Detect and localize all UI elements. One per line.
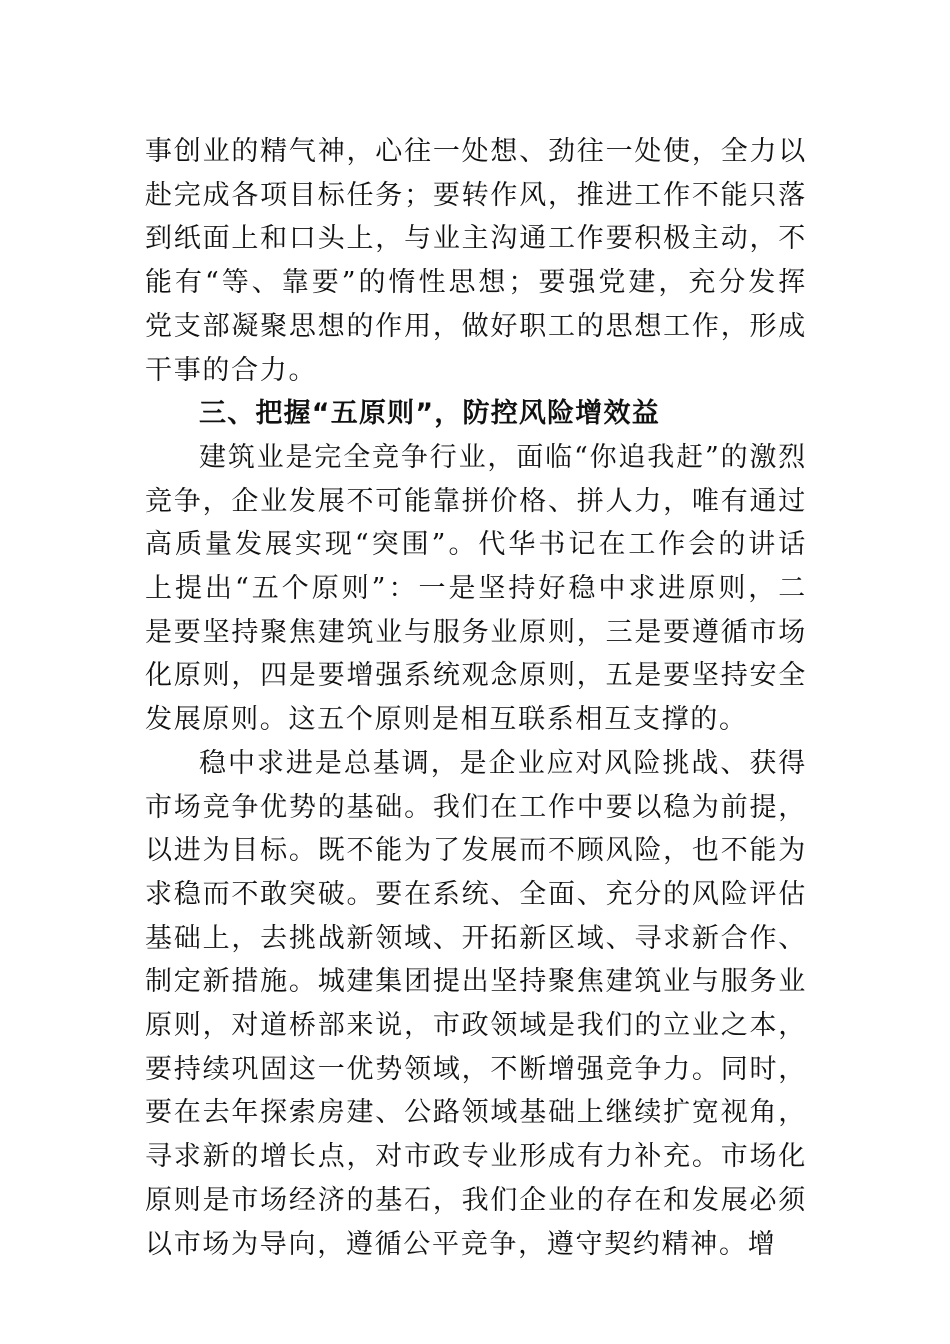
paragraph-continuation: 事创业的精气神，心往一处想、劲往一处使，全力以赴完成各项目标任务；要转作风，推进工作不能只落到纸面上和口头上，与业主沟通工作要积极主动，不能有“等、靠要”的惰性思想；要强党建，充分发挥党支部凝聚思想的作用，做好职工的思想工作，形成干事的合力。	[145, 136, 807, 386]
section-heading: 三、把握“五原则”，防控风险增效益	[199, 398, 660, 430]
document-body	[145, 130, 807, 1266]
paragraph-five-principles: 建筑业是完全竞争行业，面临“你追我赶”的激烈竞争，企业发展不可能靠拼价格、拼人力，唯有通过高质量发展实现“突围”。代华书记在工作会的讲话上提出“五个原则”：一是坚持好稳中求进原则，二是要坚持聚焦建筑业与服务业原则，三是要遵循市场化原则，四是要增强系统观念原则，五是要坚持安全发展原则。这五个原则是相互联系相互支撑的。	[145, 441, 807, 736]
paragraph-steady-progress: 稳中求进是总基调，是企业应对风险挑战、获得市场竞争优势的基础。我们在工作中要以稳为前提，以进为目标。既不能为了发展而不顾风险，也不能为求稳而不敢突破。要在系统、全面、充分的风险评估基础上，去挑战新领域、开拓新区域、寻求新合作、制定新措施。城建集团提出坚持聚焦建筑业与服务业原则，对道桥部来说，市政领域是我们的立业之本，要持续巩固这一优势领域，不断增强竞争力。同时，要在去年探索房建、公路领域基础上继续扩宽视角，寻求新的增长点，对市政专业形成有力补充。市场化原则是市场经济的基石，我们企业的存在和发展必须以市场为导向，遵循公平竞争，遵守契约精神。增	[145, 747, 807, 1260]
